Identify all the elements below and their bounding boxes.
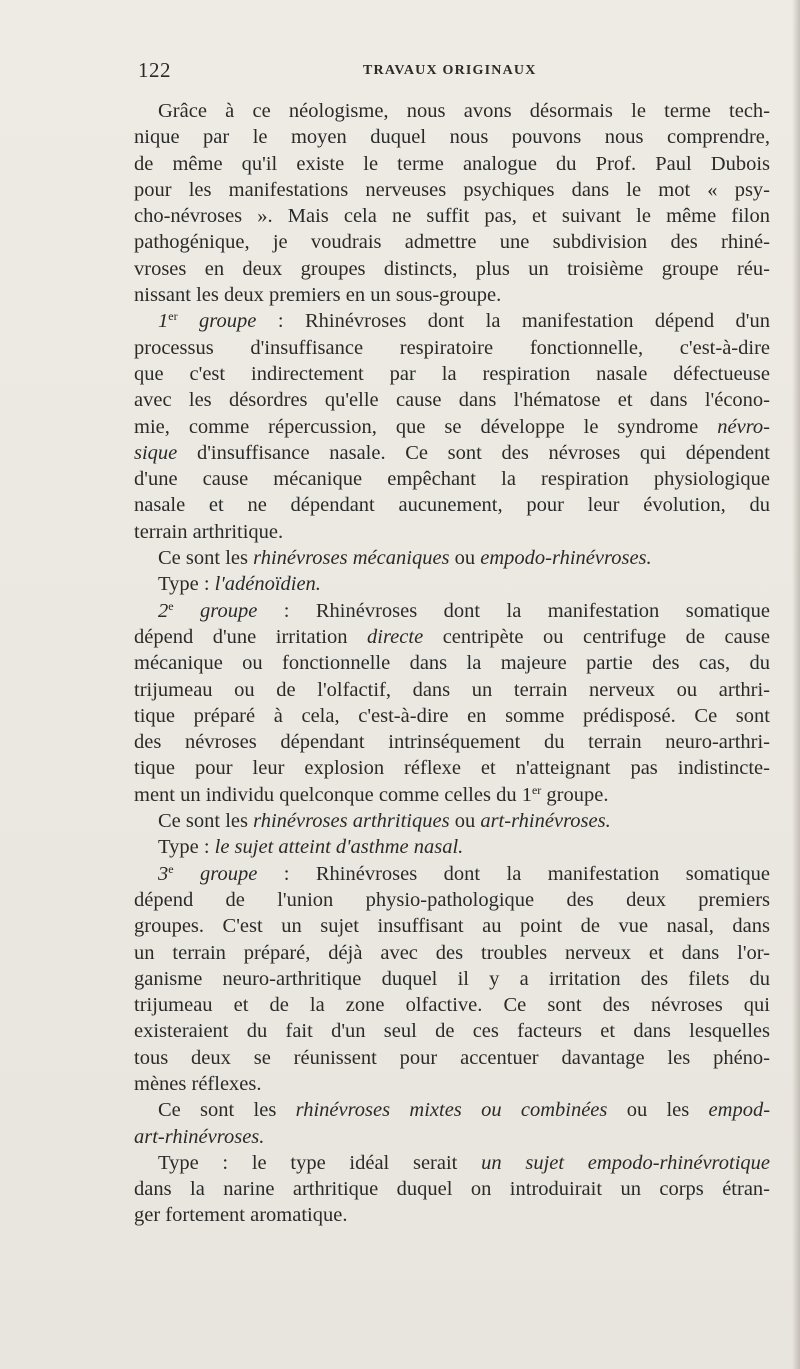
- classification-line: [134, 808, 770, 834]
- group-3-number: 3: [158, 862, 169, 885]
- group-3-label: groupe: [200, 862, 258, 885]
- text-fragment: centripète ou centrifuge de cause: [442, 625, 770, 648]
- text-line: nique par le moyen duquel nous pouvons nous comprendre,: [134, 126, 770, 149]
- italic-term: un sujet empodo-rhinévrotique: [481, 1151, 770, 1174]
- text-fragment: : Rhinévroses dont la manifestation dépend d'un: [277, 310, 771, 333]
- text-line: terrain arthritique.: [134, 520, 284, 543]
- group-1-heading-line: [134, 308, 770, 334]
- body-text: [134, 98, 770, 1229]
- group-2-heading-line: [134, 598, 770, 624]
- text-line: nasale et ne dépendant aucunement, pour leur évolution, du: [134, 494, 770, 517]
- group-3-sup: e: [168, 861, 174, 876]
- text-line: pour les manifestations nerveuses psychiques dans le mot « psy-: [134, 178, 770, 201]
- group-1-number: 1: [158, 310, 169, 333]
- italic-term: directe: [367, 625, 424, 648]
- text-line-mixed: [134, 1124, 770, 1150]
- text-fragment: groupe.: [546, 783, 609, 806]
- italic-term: sique: [134, 441, 178, 464]
- text-line: ganisme neuro-arthritique duquel il y a irritation des filets du: [134, 967, 770, 990]
- text-line: existeraient du fait d'un seul de ces facteurs et dans lesquelles: [134, 1020, 770, 1043]
- text-line-mixed: [134, 782, 770, 808]
- text-line-mixed: [134, 624, 770, 650]
- italic-term: rhinévroses mixtes ou combinées: [295, 1099, 608, 1122]
- group-2-number: 2: [158, 599, 169, 622]
- text-fragment: : Rhinévroses dont la manifestation somatique: [283, 599, 770, 622]
- text-fragment: ment un individu quelconque comme celles du 1: [134, 783, 532, 806]
- text-line: tique préparé à cela, c'est-à-dire en somme prédisposé. Ce sont: [134, 704, 770, 727]
- text-line: de même qu'il existe le terme analogue du Prof. Paul Dubois: [134, 152, 770, 175]
- text-line: nissant les deux premiers en un sous-groupe.: [134, 284, 502, 307]
- group-2-label: groupe: [200, 599, 258, 622]
- italic-term: empod-: [708, 1099, 771, 1122]
- page-header: [138, 58, 770, 86]
- text-fragment: Ce sont les: [158, 1099, 277, 1122]
- group-1-sup: er: [168, 309, 178, 324]
- page-edge-shadow: [792, 0, 800, 1369]
- text-fragment: Type :: [158, 573, 210, 596]
- type-line: [134, 571, 770, 597]
- text-fragment: Type : le type idéal serait: [158, 1151, 458, 1174]
- text-line: vroses en deux groupes distincts, plus un troisième groupe réu-: [134, 257, 770, 280]
- text-line-mixed: [134, 414, 770, 440]
- text-line: des névroses dépendant intrinséquement du terrain neuro-arthri-: [134, 731, 770, 754]
- group-3-heading-line: [134, 861, 770, 887]
- text-line: trijumeau ou de l'olfactif, dans un terrain nerveux ou arthri-: [134, 678, 770, 701]
- text-line: que c'est indirectement par la respiration nasale défectueuse: [134, 362, 770, 385]
- italic-term: rhinévroses arthritiques: [253, 810, 450, 833]
- text-line: tous deux se réunissent pour accentuer davantage les phéno-: [134, 1046, 770, 1069]
- italic-term: rhinévroses mécaniques: [253, 547, 450, 570]
- text-line: dépend de l'union physio-pathologique des deux premiers: [134, 888, 770, 911]
- text-fragment: ou les: [626, 1099, 690, 1122]
- text-fragment: Ce sont les: [158, 810, 248, 833]
- text-line: un terrain préparé, déjà avec des troubles nerveux et dans l'or-: [134, 941, 770, 964]
- text-line: dans la narine arthritique duquel on introduirait un corps étran-: [134, 1178, 770, 1201]
- superscript: er: [531, 782, 542, 797]
- running-head: TRAVAUX ORIGINAUX: [363, 63, 537, 78]
- text-fragment: mie, comme répercussion, que se développe le syndrome: [134, 415, 699, 438]
- text-line: mènes réflexes.: [134, 1072, 262, 1095]
- type-line: [134, 834, 770, 860]
- page-number: 122: [138, 58, 171, 82]
- text-line: groupes. C'est un sujet insuffisant au point de vue nasal, dans: [134, 915, 770, 938]
- text-fragment: d'insuffisance nasale. Ce sont des névroses qui dépendent: [196, 441, 771, 464]
- text-line: d'une cause mécanique empêchant la respiration physiologique: [134, 468, 770, 491]
- text-fragment: : Rhinévroses dont la manifestation somatique: [283, 862, 770, 885]
- text-line: mécanique ou fonctionnelle dans la majeure partie des cas, du: [134, 652, 770, 675]
- text-fragment: Ce sont les: [158, 547, 248, 570]
- text-line: trijumeau et de la zone olfactive. Ce sont des névroses qui: [134, 994, 770, 1017]
- italic-term: l'adénoïdien.: [214, 573, 321, 596]
- italic-term: art-rhinévroses.: [134, 1125, 265, 1148]
- type-line: [134, 1150, 770, 1176]
- text-fragment: ou: [454, 810, 476, 833]
- text-line: ger fortement aromatique.: [134, 1204, 348, 1227]
- italic-term: névro-: [717, 415, 770, 438]
- text-line: pathogénique, je voudrais admettre une subdivision des rhiné-: [134, 231, 770, 254]
- text-fragment: ou: [454, 547, 476, 570]
- text-line: processus d'insuffisance respiratoire fonctionnelle, c'est-à-dire: [134, 336, 770, 359]
- text-line-mixed: [134, 440, 770, 466]
- text-fragment: Type :: [158, 836, 210, 859]
- text-line: avec les désordres qu'elle cause dans l'hématose et dans l'écono-: [134, 389, 770, 412]
- italic-term: le sujet atteint d'asthme nasal.: [214, 836, 464, 859]
- classification-line: [134, 545, 770, 571]
- group-1-label: groupe: [199, 310, 257, 333]
- classification-line: [134, 1097, 770, 1123]
- text-line: cho-névroses ». Mais cela ne suffit pas, et suivant le même filon: [134, 205, 770, 228]
- italic-term: art-rhinévroses.: [480, 810, 611, 833]
- text-line: tique pour leur explosion réflexe et n'atteignant pas indistincte-: [134, 757, 770, 780]
- text-line: Grâce à ce néologisme, nous avons désormais le terme tech-: [158, 100, 770, 122]
- group-2-sup: e: [168, 598, 174, 613]
- text-fragment: dépend d'une irritation: [134, 625, 348, 648]
- italic-term: empodo-rhinévroses.: [480, 547, 652, 570]
